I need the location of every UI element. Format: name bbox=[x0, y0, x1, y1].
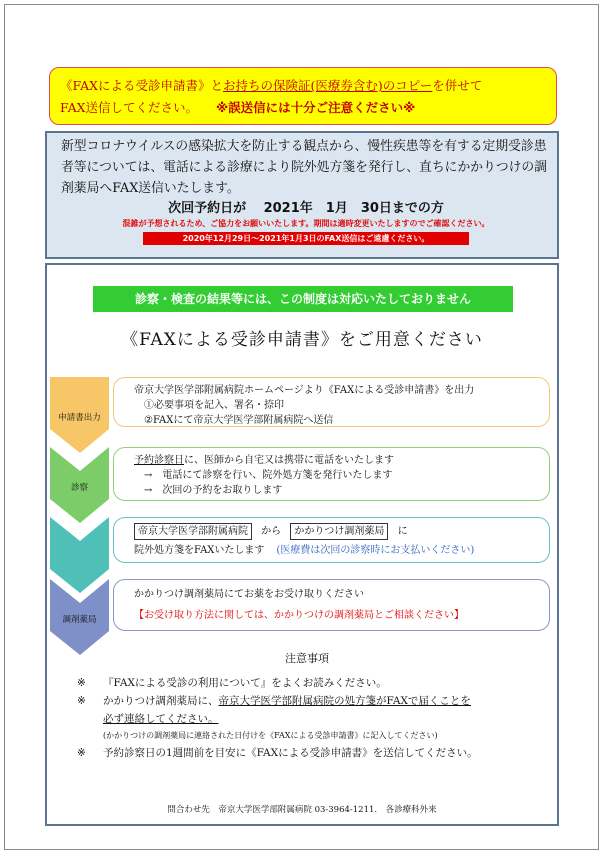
notice-box bbox=[49, 67, 557, 125]
notice-fax-send: FAX送信してください。 bbox=[60, 100, 199, 115]
notice-warning: ※誤送信には十分ご注意ください※ bbox=[216, 100, 416, 115]
step-3-box bbox=[113, 517, 550, 563]
note-1: ※ 『FAXによる受診の利用について』をよくお読みください。 bbox=[77, 677, 387, 689]
page-heading: 《FAXによる受診申請書》をご用意ください bbox=[121, 330, 483, 350]
appointment-day: 予約診察日 bbox=[134, 455, 184, 466]
procedure-panel bbox=[45, 263, 559, 826]
congestion-note: 混雑が予想されるため、ご協力をお願いいたします。期間は適時変更いたしますのでご確認ください。 bbox=[122, 219, 490, 228]
notes-section bbox=[77, 650, 547, 762]
notice-together: を併せて bbox=[432, 78, 483, 93]
note-2-cont: 必ず連絡してください。 bbox=[103, 713, 219, 725]
notice-insurance-copy: お持ちの保険証(医療券含む)のコピー bbox=[223, 78, 433, 93]
hospital-box: 帝京大学医学部附属病院 bbox=[134, 523, 252, 540]
step-3-from: から bbox=[261, 526, 282, 537]
step-4-line-2: 【お受け取り方法に関しては、かかりつけの調剤薬局とご相談ください】 bbox=[134, 610, 464, 621]
step-4-line-1: かかりつけ調剤薬局にてお薬をお受け取りください bbox=[134, 589, 364, 600]
step-1-chevron bbox=[50, 377, 109, 453]
step-3-line-2: 院外処方箋をFAXいたします bbox=[134, 545, 265, 556]
step-2-chevron bbox=[50, 447, 109, 523]
step-4-chevron bbox=[50, 579, 109, 655]
info-body: 新型コロナウイルスの感染拡大を防止する観点から、慢性疾患等を有する定期受診患者等については、電話による診療により院外処方箋を発行し、直ちにかかりつけの調剤薬局へFAX送信いたします。 bbox=[61, 139, 548, 196]
step-3-to: に bbox=[397, 526, 408, 537]
step-2-line-2: → 電話にて診察を行い、院外処方箋を発行いたします bbox=[144, 470, 393, 481]
step-2-label: 診察 bbox=[70, 483, 88, 493]
step-4-label: 調剤薬局 bbox=[62, 615, 97, 625]
note-2: ※ かかりつけ調剤薬局に、帝京大学医学部附属病院の処方箋がFAXで届くことを bbox=[77, 695, 471, 707]
contact-info: 問合わせ先 帝京大学医学部附属病院 03-3964-1211. 各診療科外来 bbox=[167, 805, 437, 815]
notes-title: 注意事項 bbox=[285, 652, 329, 665]
holiday-note: 2020年12月29日～2021年1月3日のFAX送信はご遠慮ください。 bbox=[143, 232, 469, 245]
pharmacy-box: かかりつけ調剤薬局 bbox=[290, 523, 388, 540]
fee-note: (医療費は次回の診察時にお支払いください) bbox=[276, 545, 475, 556]
not-applicable-banner: 診察・検査の結果等には、この制度は対応いたしておりません bbox=[93, 286, 513, 312]
step-1-line-2: ①必要事項を記入、署名・捺印 bbox=[144, 400, 284, 411]
info-box bbox=[45, 131, 559, 259]
note-2-sub: (かかりつけの調剤薬局に連絡された日付けを《FAXによる受診申請書》に記入してください) bbox=[103, 731, 438, 740]
note-3: ※ 予約診察日の1週間前を目安に《FAXによる受診申請書》を送信してください。 bbox=[77, 747, 478, 759]
step-1-label: 申請書出力 bbox=[58, 413, 101, 423]
document-page bbox=[4, 4, 599, 850]
step-2-line-3: → 次回の予約をお取りします bbox=[144, 485, 283, 496]
step-1-line-3: ②FAXにて帝京大学医学部附属病院へ送信 bbox=[144, 415, 334, 426]
notice-form-name: 《FAXによる受診申請書》と bbox=[60, 78, 224, 93]
step-4-box bbox=[113, 579, 550, 631]
step-2-line-1: に、医師から自宅又は携帯に電話をいたします bbox=[184, 455, 394, 466]
step-1-box bbox=[113, 377, 550, 427]
step-1-line-1: 帝京大学医学部附属病院ホームページより《FAXによる受診申請書》を出力 bbox=[134, 385, 475, 396]
step-2-box bbox=[113, 447, 550, 501]
next-date: 次回予約日が 2021年 1月 30日までの方 bbox=[168, 201, 444, 216]
